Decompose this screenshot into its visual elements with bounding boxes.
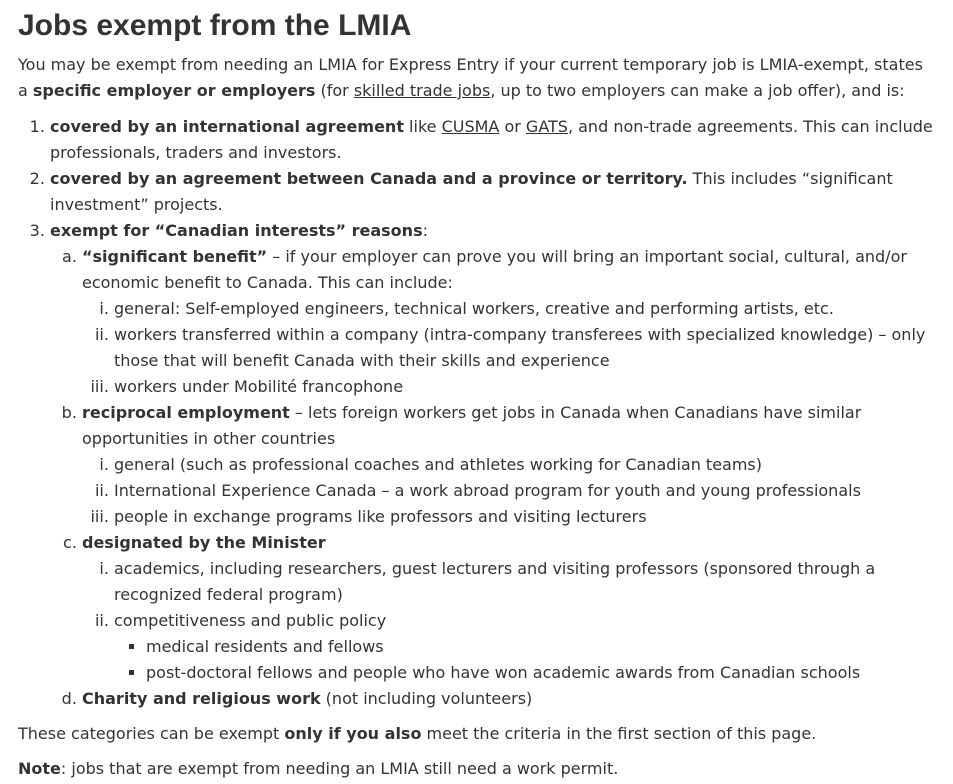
intro-text-2: (for bbox=[315, 81, 354, 100]
reciprocal-employment-list bbox=[82, 452, 935, 530]
designated-by-minister-bold: designated by the Minister bbox=[82, 533, 326, 552]
list-item: i. general: Self-employed engineers, technical workers, creative and performing artists, etc. bbox=[114, 296, 935, 322]
list-item: ▪ medical residents and fellows bbox=[146, 634, 935, 660]
page-title: Jobs exempt from the LMIA bbox=[18, 9, 412, 42]
skilled-trade-jobs-link[interactable]: skilled trade jobs bbox=[353, 81, 491, 100]
exemption-list bbox=[18, 114, 935, 712]
list-item: ii. International Experience Canada – a work abroad program for youth and young professionals bbox=[114, 478, 935, 504]
item1-text: like bbox=[403, 117, 442, 136]
item2-text: This includes “significant investment” projects. bbox=[50, 169, 893, 214]
list-item-international-agreement bbox=[50, 114, 935, 166]
charity-religious-bold: Charity and religious work bbox=[82, 689, 321, 708]
note-label: Note bbox=[18, 759, 61, 778]
item3-text: : bbox=[422, 221, 428, 240]
item3-bold: exempt for “Canadian interests” reasons bbox=[50, 221, 423, 240]
item1-bold: covered by an international agreement bbox=[50, 117, 404, 136]
reciprocal-employment-text: – lets foreign workers get jobs in Canada when Canadians have similar opportunities in other countries bbox=[82, 403, 862, 448]
item1-text-3: , and non-trade agreements. This can include professionals, traders and investors. bbox=[50, 117, 933, 162]
designated-by-minister-list bbox=[82, 556, 935, 686]
competitiveness-text: competitiveness and public policy bbox=[114, 611, 387, 630]
item2-bold: covered by an agreement between Canada and a province or territory. bbox=[50, 169, 688, 188]
list-item: iii. people in exchange programs like professors and visiting lecturers bbox=[114, 504, 935, 530]
competitiveness-list bbox=[114, 634, 935, 686]
list-item: i. general (such as professional coaches and athletes working for Canadian teams) bbox=[114, 452, 935, 478]
list-item: ▪ post-doctoral fellows and people who have won academic awards from Canadian schools bbox=[146, 660, 935, 686]
significant-benefit-list bbox=[82, 296, 935, 400]
list-item: i. academics, including researchers, guest lecturers and visiting professors (sponsored through a recognized federal program) bbox=[114, 556, 935, 608]
intro-text-3: , up to two employers can make a job offer), and is: bbox=[490, 81, 905, 100]
list-item: iii. workers under Mobilité francophone bbox=[114, 374, 935, 400]
criteria-text: These categories can be exempt bbox=[18, 724, 285, 743]
cusma-link[interactable]: CUSMA bbox=[441, 117, 500, 136]
canadian-interests-list bbox=[50, 244, 935, 712]
charity-religious-text: (not including volunteers) bbox=[320, 689, 533, 708]
criteria-paragraph bbox=[18, 721, 935, 747]
item1-text-2: or bbox=[499, 117, 526, 136]
significant-benefit-text: – if your employer can prove you will bring an important social, cultural, and/or economic benefit to Canada. This can include: bbox=[82, 247, 907, 292]
intro-bold: specific employer or employers bbox=[32, 81, 316, 100]
list-item-charity-religious bbox=[82, 686, 935, 712]
note-text: : jobs that are exempt from needing an LMIA still need a work permit. bbox=[60, 759, 619, 778]
list-item-canadian-interests bbox=[50, 218, 935, 712]
intro-paragraph bbox=[18, 52, 935, 104]
criteria-text-2: meet the criteria in the first section of this page. bbox=[421, 724, 817, 743]
list-item: ii. workers transferred within a company (intra-company transferees with specialized knowledge) – only those that will benefit Canada with their skills and experience bbox=[114, 322, 935, 374]
gats-link[interactable]: GATS bbox=[525, 117, 568, 136]
list-item-reciprocal-employment bbox=[82, 400, 935, 530]
significant-benefit-bold: “significant benefit” bbox=[82, 247, 268, 266]
list-item-designated-by-minister bbox=[82, 530, 935, 686]
intro-text: You may be exempt from needing an LMIA for Express Entry if your current temporary job is LMIA-exempt, states a bbox=[18, 55, 923, 100]
reciprocal-employment-bold: reciprocal employment bbox=[82, 403, 290, 422]
note-paragraph bbox=[18, 756, 935, 782]
list-item-provincial-agreement bbox=[50, 166, 935, 218]
list-item-significant-benefit bbox=[82, 244, 935, 400]
list-item-competitiveness bbox=[114, 608, 935, 686]
criteria-bold: only if you also bbox=[284, 724, 422, 743]
